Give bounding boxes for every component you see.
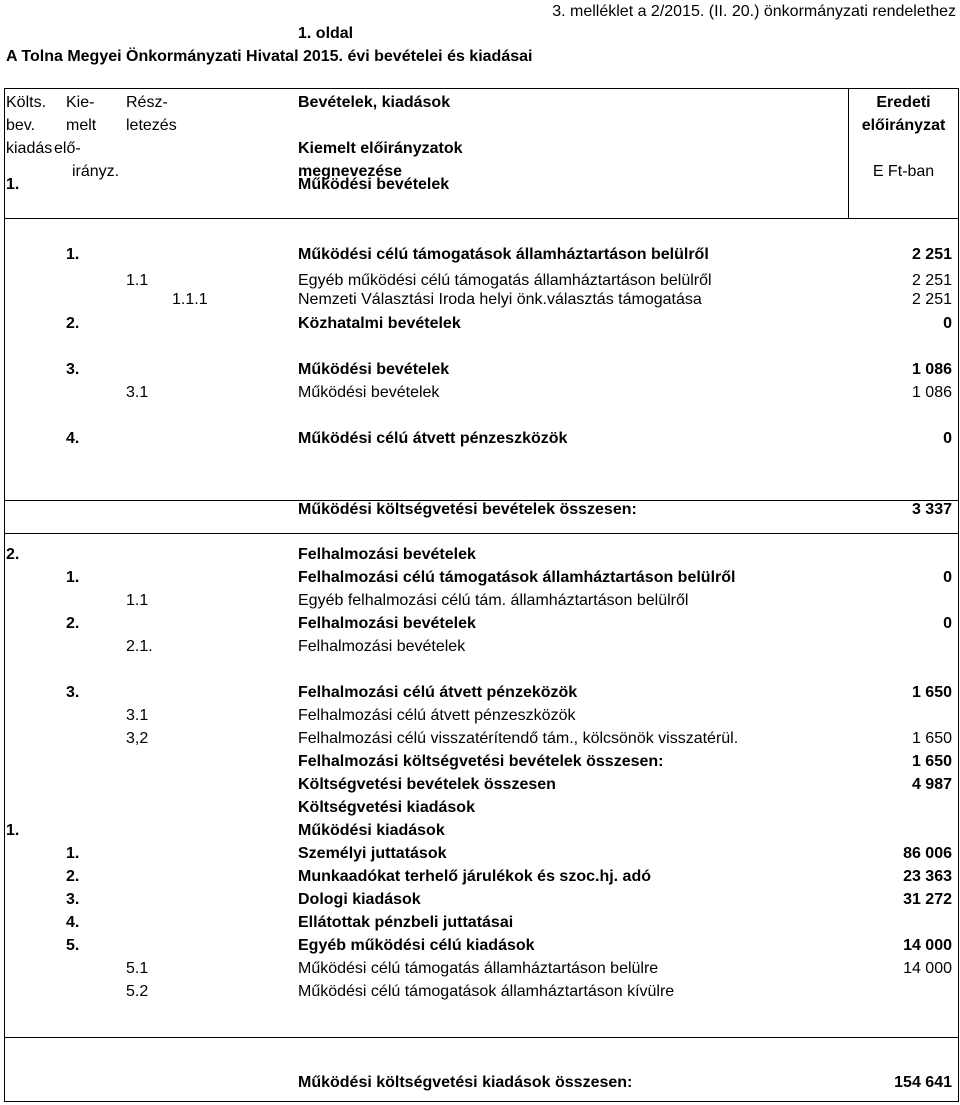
annex-reference: 3. melléklet a 2/2015. (II. 20.) önkormányzati rendelethez	[552, 3, 956, 20]
header-label: Költs.	[6, 94, 47, 111]
row-description: Működési célú támogatások államháztartáson kívülre	[298, 983, 675, 1000]
row-code-level2: 1.	[66, 246, 80, 263]
row-value: 2 251	[911, 291, 952, 308]
row-description: Működési bevételek	[298, 384, 440, 401]
row-description: Működési bevételek	[298, 176, 450, 193]
row-code-level2: 2.	[66, 315, 80, 332]
row-value: 2 251	[911, 272, 952, 289]
row-value: 1 086	[911, 361, 952, 378]
row-code-level3: 2.1.	[126, 638, 153, 655]
section-divider	[4, 533, 959, 534]
row-code-level2: 3.	[66, 891, 80, 908]
row-description: Felhalmozási bevételek	[298, 546, 476, 563]
row-description: Felhalmozási célú támogatások államháztartáson belülről	[298, 569, 736, 586]
header-label: elő-	[54, 140, 81, 157]
row-code-level2: 1.	[66, 569, 80, 586]
header-label: kiadás	[6, 140, 53, 157]
row-description: Működési célú támogatás államháztartáson belülre	[298, 960, 659, 977]
row-value: 14 000	[903, 960, 952, 977]
row-code-level3: 1.1.1	[172, 291, 208, 308]
header-label: Eredeti	[876, 94, 931, 111]
row-value: 1 650	[911, 730, 952, 747]
row-code-level3: 5.1	[126, 960, 149, 977]
row-value: 3 337	[911, 501, 952, 518]
row-description: Nemzeti Választási Iroda helyi önk.választás támogatása	[298, 291, 702, 308]
row-code-level2: 3.	[66, 361, 80, 378]
row-description: Működési költségvetési kiadások összesen:	[298, 1074, 633, 1091]
row-code-level2: 2.	[66, 615, 80, 632]
row-description: Működési kiadások	[298, 822, 445, 839]
row-description: Egyéb felhalmozási célú tám. államháztartáson belülről	[298, 592, 689, 609]
header-label: Kie-	[66, 94, 95, 111]
row-description: Dologi kiadások	[298, 891, 421, 908]
row-value: 4 987	[911, 776, 952, 793]
row-value: 2 251	[911, 246, 952, 263]
header-bottom-border	[4, 218, 959, 219]
row-value: 0	[943, 569, 952, 586]
header-label: Bevételek, kiadások	[298, 94, 451, 111]
row-code-level2: 3.	[66, 684, 80, 701]
header-label: előirányzat	[861, 117, 946, 134]
header-label: E Ft-ban	[872, 163, 935, 180]
row-code-level2: 2.	[66, 868, 80, 885]
row-value: 0	[943, 430, 952, 447]
header-label: letezés	[126, 117, 177, 134]
row-description: Egyéb működési célú támogatás államháztartáson belülről	[298, 272, 712, 289]
row-value: 31 272	[903, 891, 952, 908]
header-label: bev.	[6, 117, 36, 134]
header-label: melt	[66, 117, 97, 134]
row-code-level2: 5.	[66, 937, 80, 954]
row-description: Felhalmozási költségvetési bevételek összesen:	[298, 753, 664, 770]
row-value: 14 000	[903, 937, 952, 954]
row-description: Működési költségvetési bevételek összesen:	[298, 501, 637, 518]
row-description: Felhalmozási célú visszatérítendő tám., kölcsönök visszatérül.	[298, 730, 739, 747]
row-description: Költségvetési kiadások	[298, 799, 475, 816]
row-code-level3: 1.1	[126, 272, 149, 289]
row-code-level3: 5.2	[126, 983, 149, 1000]
header-label: Kiemelt előirányzatok	[298, 140, 463, 157]
row-description: Közhatalmi bevételek	[298, 315, 461, 332]
row-description: Személyi juttatások	[298, 845, 447, 862]
page-number: 1. oldal	[298, 25, 354, 42]
row-description: Ellátottak pénzbeli juttatásai	[298, 914, 514, 931]
row-value: 154 641	[894, 1074, 952, 1091]
row-description: Felhalmozási bevételek	[298, 615, 476, 632]
row-description: Felhalmozási célú átvett pénzeszközök	[298, 707, 576, 724]
row-description: Egyéb működési célú kiadások	[298, 937, 535, 954]
row-description: Működési célú átvett pénzeszközök	[298, 430, 568, 447]
table-left-border	[4, 88, 5, 1102]
row-code-level1: 2.	[6, 546, 20, 563]
row-value: 1 650	[911, 753, 952, 770]
row-code-level3: 3.1	[126, 384, 149, 401]
row-description: Költségvetési bevételek összesen	[298, 776, 556, 793]
row-description: Működési célú támogatások államháztartáson belülről	[298, 246, 709, 263]
row-value: 23 363	[903, 868, 952, 885]
row-value: 1 650	[911, 684, 952, 701]
row-description: Felhalmozási célú átvett pénzeközök	[298, 684, 578, 701]
table-top-border	[4, 88, 959, 89]
section-divider	[4, 1037, 959, 1038]
row-code-level3: 1.1	[126, 592, 149, 609]
row-description: Felhalmozási bevételek	[298, 638, 466, 655]
header-label: megnevezése	[298, 163, 403, 180]
row-value: 0	[943, 615, 952, 632]
document-title: A Tolna Megyei Önkormányzati Hivatal 2015. évi bevételei és kiadásai	[6, 48, 533, 65]
row-value: 0	[943, 315, 952, 332]
row-code-level2: 4.	[66, 430, 80, 447]
row-code-level2: 4.	[66, 914, 80, 931]
table-right-border	[958, 88, 959, 1102]
row-code-level1: 1.	[6, 176, 20, 193]
row-code-level1: 1.	[6, 822, 20, 839]
row-code-level3: 3,2	[126, 730, 149, 747]
row-value: 1 086	[911, 384, 952, 401]
row-code-level2: 1.	[66, 845, 80, 862]
table-bottom-border	[4, 1101, 959, 1102]
row-value: 86 006	[903, 845, 952, 862]
header-label: irányz.	[72, 163, 120, 180]
header-label: Rész-	[126, 94, 168, 111]
row-code-level3: 3.1	[126, 707, 149, 724]
row-description: Működési bevételek	[298, 361, 450, 378]
row-description: Munkaadókat terhelő járulékok és szoc.hj. adó	[298, 868, 651, 885]
